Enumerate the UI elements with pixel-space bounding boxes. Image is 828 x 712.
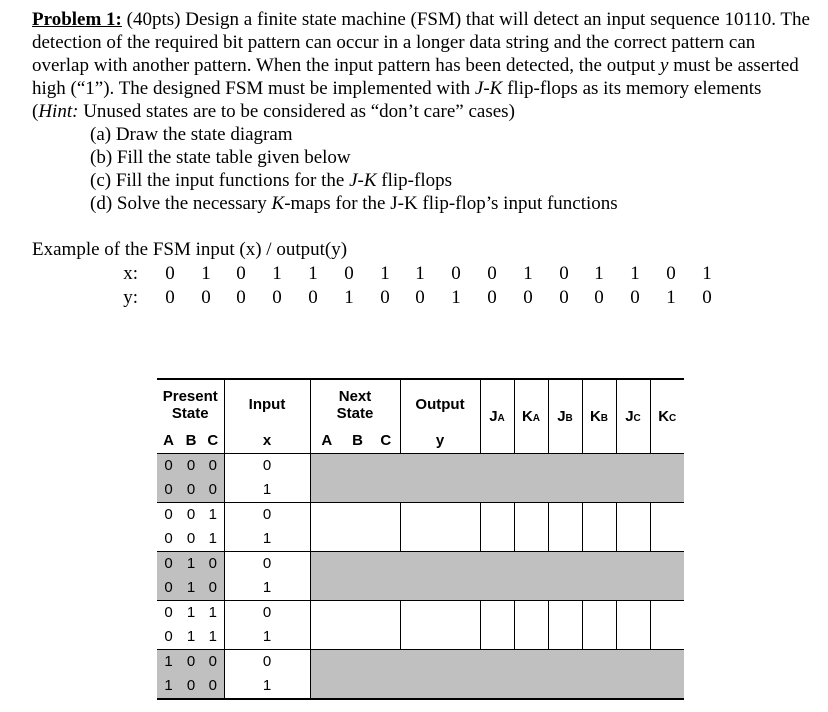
state-label: State: [171, 404, 209, 422]
ja-header: JA: [480, 379, 514, 453]
x-bit: 0: [559, 263, 569, 284]
col-next-b-label: B: [343, 429, 372, 453]
example-y-label: y:: [123, 287, 138, 308]
col-a-label: A: [157, 429, 180, 453]
present-state-header: [157, 379, 224, 429]
y-bit: 0: [523, 287, 533, 308]
part-d-post: -maps for the J-K flip-flop’s input functions: [284, 193, 618, 214]
problem-output-var: y: [660, 55, 669, 76]
y-bit: 0: [594, 287, 604, 308]
table-row: 0 0 1 0: [157, 502, 684, 527]
part-b: [90, 146, 618, 169]
y-bit: 1: [666, 287, 676, 308]
present-label: Present: [162, 387, 218, 405]
problem-text-1: (40pts) Design a finite state machine (FSM) that will detect an input sequence 10110. The detection of the required bit pattern can occur in a longer data string and the correct pattern can overlap with another pattern. When the input pattern has been detected, the output: [32, 9, 810, 76]
x-bit: 1: [594, 263, 604, 284]
x-bit: 0: [236, 263, 246, 284]
x-bit: 1: [630, 263, 640, 284]
next-label: Next: [338, 387, 372, 405]
table-row: 0 0 1 1: [157, 527, 684, 552]
x-bit: 1: [702, 263, 712, 284]
table-row: 1 0 0 1: [157, 674, 684, 699]
ka-header: KA: [514, 379, 548, 453]
problem-title: Problem 1:: [32, 9, 122, 30]
example-x-label: x:: [123, 263, 138, 284]
table-row: 0 1 1 0: [157, 600, 684, 625]
x-bit: 1: [523, 263, 533, 284]
x-bit: 0: [487, 263, 497, 284]
y-bit: 0: [201, 287, 211, 308]
y-bit: 0: [165, 287, 175, 308]
table-row: 1 0 0 0: [157, 649, 684, 674]
problem-text-4: Unused states are to be considered as “don’t care” cases): [78, 101, 515, 122]
problem-parts: [90, 123, 618, 215]
x-bit: 0: [344, 263, 354, 284]
kb-header: KB: [582, 379, 616, 453]
col-c-label: C: [202, 429, 224, 453]
next-state-header: [310, 379, 400, 429]
y-bit: 1: [451, 287, 461, 308]
part-d: [90, 192, 618, 215]
col-x-label: x: [224, 429, 310, 453]
y-bit: 0: [702, 287, 712, 308]
y-bit: 0: [380, 287, 390, 308]
part-c: [90, 169, 618, 192]
col-y-label: y: [400, 429, 480, 453]
input-header: Input: [224, 379, 310, 429]
y-bit: 0: [630, 287, 640, 308]
problem-jk: J-K: [474, 78, 503, 99]
col-next-a-label: A: [310, 429, 343, 453]
problem-hint: Hint:: [38, 101, 79, 122]
x-bit: 1: [201, 263, 211, 284]
y-bit: 0: [308, 287, 318, 308]
part-b-text: (b) Fill the state table given below: [90, 147, 351, 168]
x-bit: 1: [380, 263, 390, 284]
x-bit: 0: [451, 263, 461, 284]
part-c-italic: J-K: [349, 170, 377, 191]
col-b-label: B: [180, 429, 202, 453]
x-bit: 1: [272, 263, 282, 284]
example-title: Example of the FSM input (x) / output(y): [32, 239, 348, 260]
output-header: Output: [400, 379, 480, 429]
kc-header: KC: [650, 379, 684, 453]
y-bit: 0: [272, 287, 282, 308]
problem-text-2: must be asserted high (“1”). The designed FSM must be implemented with: [32, 55, 799, 99]
x-bit: 0: [165, 263, 175, 284]
part-c-post: flip-flops: [376, 170, 452, 191]
problem-text-3: flip-flops as its memory elements (: [32, 78, 762, 122]
example-y-row: [0, 287, 828, 309]
y-bit: 0: [415, 287, 425, 308]
table-row: 0 1 0 0: [157, 551, 684, 576]
y-bit: 0: [487, 287, 497, 308]
example-x-row: [0, 263, 828, 285]
y-bit: 0: [236, 287, 246, 308]
part-c-text: (c) Fill the input functions for the: [90, 170, 350, 191]
table-row: 0 1 1 1: [157, 625, 684, 650]
table-row: 0 0 0 1: [157, 478, 684, 503]
y-bit: 1: [344, 287, 354, 308]
next-state-label: State: [336, 404, 374, 422]
part-a: [90, 123, 618, 146]
part-d-text: (d) Solve the necessary: [90, 193, 272, 214]
col-next-c-label: C: [372, 429, 400, 453]
part-d-italic: K: [271, 193, 285, 214]
jb-header: JB: [548, 379, 582, 453]
x-bit: 0: [666, 263, 676, 284]
y-bit: 0: [559, 287, 569, 308]
table-row: 0 1 0 1: [157, 576, 684, 601]
state-table: [157, 378, 684, 700]
jc-header: JC: [616, 379, 650, 453]
x-bit: 1: [415, 263, 425, 284]
problem-statement: [32, 8, 812, 123]
x-bit: 1: [308, 263, 318, 284]
part-a-text: (a) Draw the state diagram: [90, 124, 293, 145]
table-row: 0 0 0 0: [157, 453, 684, 478]
